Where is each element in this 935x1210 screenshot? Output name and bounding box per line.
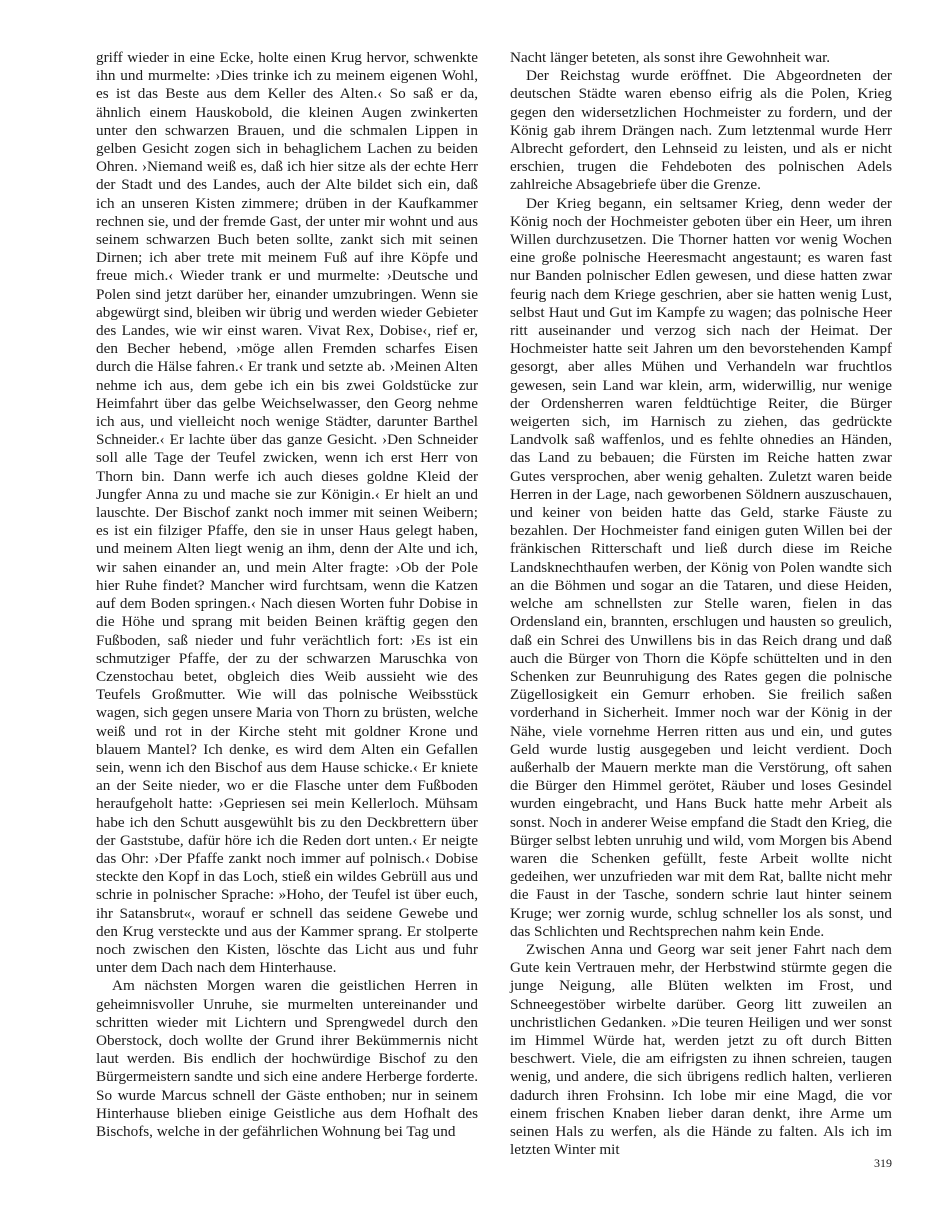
paragraph: griff wieder in eine Ecke, holte einen Krug hervor, schwenkte ihn und murmelte: ›Dies trinke ich zu meinem eigenen Wohl, es ist das Beste aus dem Keller des Alten.‹ So saß er da, ähnlich einem Hauskobold, die kleinen Augen zwinkerten unter den schwarzen Brauen, und die schmalen Lippen in gelben Gesicht zogen sich in behaglichem Lachen zu beiden Ohren. ›Niemand weiß es, daß ich hier sitze als der echte Herr der Stadt und des Landes, auch der Alte bildet sich ein, daß ich an unseren Kisten zimmere; drüben in der Kaufkammer rechnen sie, und der fremde Gast, der unter mir wohnt und aus seinem schwarzen Buch beten sollte, zankt sich mit seinen Dirnen; ich aber trete mit meinem Fuß auf ihre Köpfe und freue mich.‹ Wieder trank er und murmelte: ›Deutsche und Polen sind jetzt darüber her, einander umzubringen. Wenn sie abgewürgt sind, bleiben wir übrig und werden wieder Gebieter des Landes, wie wir einst waren. Vivat Rex, Dobise‹, rief er, den Becher hebend, ›möge allen Fremden scharfes Eisen durch die Hälse fahren.‹ Er trank und setzte ab. ›Meinen Alten nehme ich aus, dem gebe ich ein bis zwei Goldstücke zur Heimfahrt über das gelbe Weichselwasser, den Georg nehme ich aus, und vielleicht noch wenige Städter, darunter Barthel Schneider.‹ Er lachte über das ganze Gesicht. ›Den Schneider soll alle Tage der Teufel zwicken, wenn ich erst Herr von Thorn bin. Dann werfe ich auch dieses goldne Kleid der Jungfer Anna zu und mache sie zur Königin.‹ Er hielt an und lauschte. Der Bischof zankt noch immer mit seinen Weibern; es ist ein filziger Pfaffe, den sie in unser Haus gelegt haben, und meinem Alten liegt wenig an ihm, denn der Alte und ich, wir sahen einander an, und mein Alter fragte: ›Ob der Pole hier Ruhe findet? Mancher wird furchtsam, wenn die Katzen auf dem Boden springen.‹ Nach diesen Worten fuhr Dobise in die Höhe und sprang mit beiden Beinen kräftig gegen den Fußboden, saß nieder und fuhr verächtlich fort: ›Es ist ein schmutziger Pfaffe, der zu der schwarzen Maruschka von Czenstochau betet, obgleich dies Weib aussieht wie des Teufels Großmutter. Wie will das polnische Weibsstück wagen, sich gegen unsere Maria von Thorn zu brüsten, welche weiß und rot in der Kirche steht mit goldner Krone und blauem Mantel? Ich denke, es wird dem Alten ein Gefallen sein, wenn ich den Bischof aus dem Hause schicke.‹ Er kniete an der Seite nieder, wo er die Flasche unter dem Fußboden heraufgeholt hatte: ›Gepriesen sei mein Kellerloch. Mühsam habe ich den Schutt ausgewühlt bis zu den Deckbrettern über der Gaststube, dafür höre ich die Reden dort unten.‹ Er neigte das Ohr: ›Der Pfaffe zankt noch immer auf polnisch.‹ Dobise steckte den Kopf in das Loch, stieß ein wildes Gebrüll aus und schrie in polnischer Sprache: »Hoho, der Teufel ist über euch, ihr Satansbrut«, worauf er schnell das seidene Gewebe und den Krug versteckte und aus der Kammer sprang. Er stolperte noch zwischen den Kisten, löschte das Licht aus und fuhr unter dem Dach nach dem Hinterhause.: [96, 49, 478, 977]
paragraph: Zwischen Anna und Georg war seit jener Fahrt nach dem Gute kein Vertrauen mehr, der Herbstwind stürmte gegen die junge Neigung, alle Blüten welkten im Frost, und Schneegestöber wirbelte darüber. Georg litt zuweilen an unchristlichen Gedanken. »Die teuren Heiligen und wer sonst im Himmel Würde hat, werden jetzt zu oft durch Bitten beschwert. Viele, die am eifrigsten zu ihnen schreien, taugen wenig, und andere, die sich übrigens redlich halten, verlieren dadurch ihren Frohsinn. Ich lobe mir eine Magd, die vor einem frischen Knaben lieber daran denkt, ihre Arme um seinen Hals zu werfen, als die Hände zu falten. Als ich im letzten Winter mit: [510, 940, 892, 1159]
left-text-column: [96, 49, 478, 1141]
paragraph: Nacht länger beteten, als sonst ihre Gewohnheit war.: [510, 49, 831, 66]
paragraph: Der Krieg begann, ein seltsamer Krieg, denn weder der König noch der Hochmeister geboten über ein Heer, um ihren Willen durchzusetzen. Die Thorner hatten vor wenig Wochen eine große polnische Heeresmacht angestaunt; es waren fast nur Banden polnischer Edlen gewesen, und diese hatten zwar feurig nach dem Kriege geschrien, aber sie hatten wenig Lust, selbst Haut und Gut im Kampfe zu wagen; das polnische Heer ritt auseinander und verzog sich nach der Heimat. Der Hochmeister hatte seit Jahren um den bevorstehenden Kampf gesorgt, aber alles Mühen und Verhandeln war fruchtlos gewesen, sein Land war klein, arm, widerwillig, nur wenige der Ordensherren waren feldtüchtige Reiter, die Bürger weigerten sich, im Harnisch zu ziehen, das gedrückte Landvolk saß waffenlos, und es fehlte ohnedies an Händen, das Land zu bebauen; die Fürsten im Reiche hatten zwar Gutes versprochen, aber wenig gehalten. Zuletzt waren beide Herren in der Lage, nach geworbenen Söldnern auszuschauen, und keiner von beiden hatte das Geld, starke Fäuste zu bezahlen. Der Hochmeister fand einigen guten Willen bei der fränkischen Ritterschaft und ließ durch diese im Reiche Landsknechthaufen werben, der König von Polen wandte sich an die Böhmen und sogar an die Tataren, und diese Heiden, welche am schnellsten zur Stelle waren, fielen in das Ordensland ein, brannten, erschlugen und hausten so greulich, daß ein Schrei des Unwillens bis in das Reich drang und daß auch die Bürger von Thorn die Köpfe schüttelten und in den Schenken zur Beunruhigung des Rates gegen die polnische Zügellosigkeit ein Gemurr erhoben. Sie freilich saßen vorderhand in Sicherheit. Immer noch war der König in der Nähe, viele vornehme Herren ritten aus und ein, und gutes Geld wurde lustig ausgegeben und leicht verdient. Doch außerhalb der Mauern merkte man die Verstörung, oft sahen die Bürger den Himmel gerötet, Räuber und loses Gesindel wurden eingebracht, und Hans Buck hatte mehr Arbeit als sonst. Noch in anderer Weise empfand die Stadt den Krieg, die Bürger selbst lebten unruhig und wild, vom Morgen bis Abend waren die Schenken gefüllt, feste Arbeit wollte nicht gedeihen, wer unzufrieden war mit dem Rat, ballte nicht mehr die Faust in der Tasche, sondern schrie laut hinter seinem Kruge; wer zornig wurde, schlug schneller los als sonst, und das Schlichten und Rechtsprechen nahm kein Ende.: [510, 194, 892, 940]
paragraph: Der Reichstag wurde eröffnet. Die Abgeordneten der deutschen Städte waren ebenso eifrig als die Polen, Krieg gegen den widersetzlichen Hochmeister zu fordern, und der König gab ihrem Drängen nach. Zum letztenmal wurde Herr Albrecht gefordert, den Lehnseid zu leisten, und als er nicht erschien, trugen die Fehdeboten des polnischen Adels zahlreiche Absagebriefe über die Grenze.: [510, 67, 892, 194]
paragraph: Am nächsten Morgen waren die geistlichen Herren in geheimnisvoller Unruhe, sie murmelten untereinander und schritten wieder mit Lichtern und Sprengwedel durch den Oberstock, doch wollte der Grund ihrer Bekümmernis nicht laut werden. Bis endlich der hochwürdige Bischof zu den Bürgermeistern sandte und sich eine andere Herberge forderte. So wurde Marcus schnell der Gäste enthoben; nur in seinem Hinterhause blieben einige Geistliche aus dem Hofhalt des Bischofs, welche in der gefährlichen Wohnung bei Tag und: [96, 977, 478, 1140]
right-text-column: [510, 49, 892, 1159]
page-number: 319: [874, 1156, 892, 1170]
